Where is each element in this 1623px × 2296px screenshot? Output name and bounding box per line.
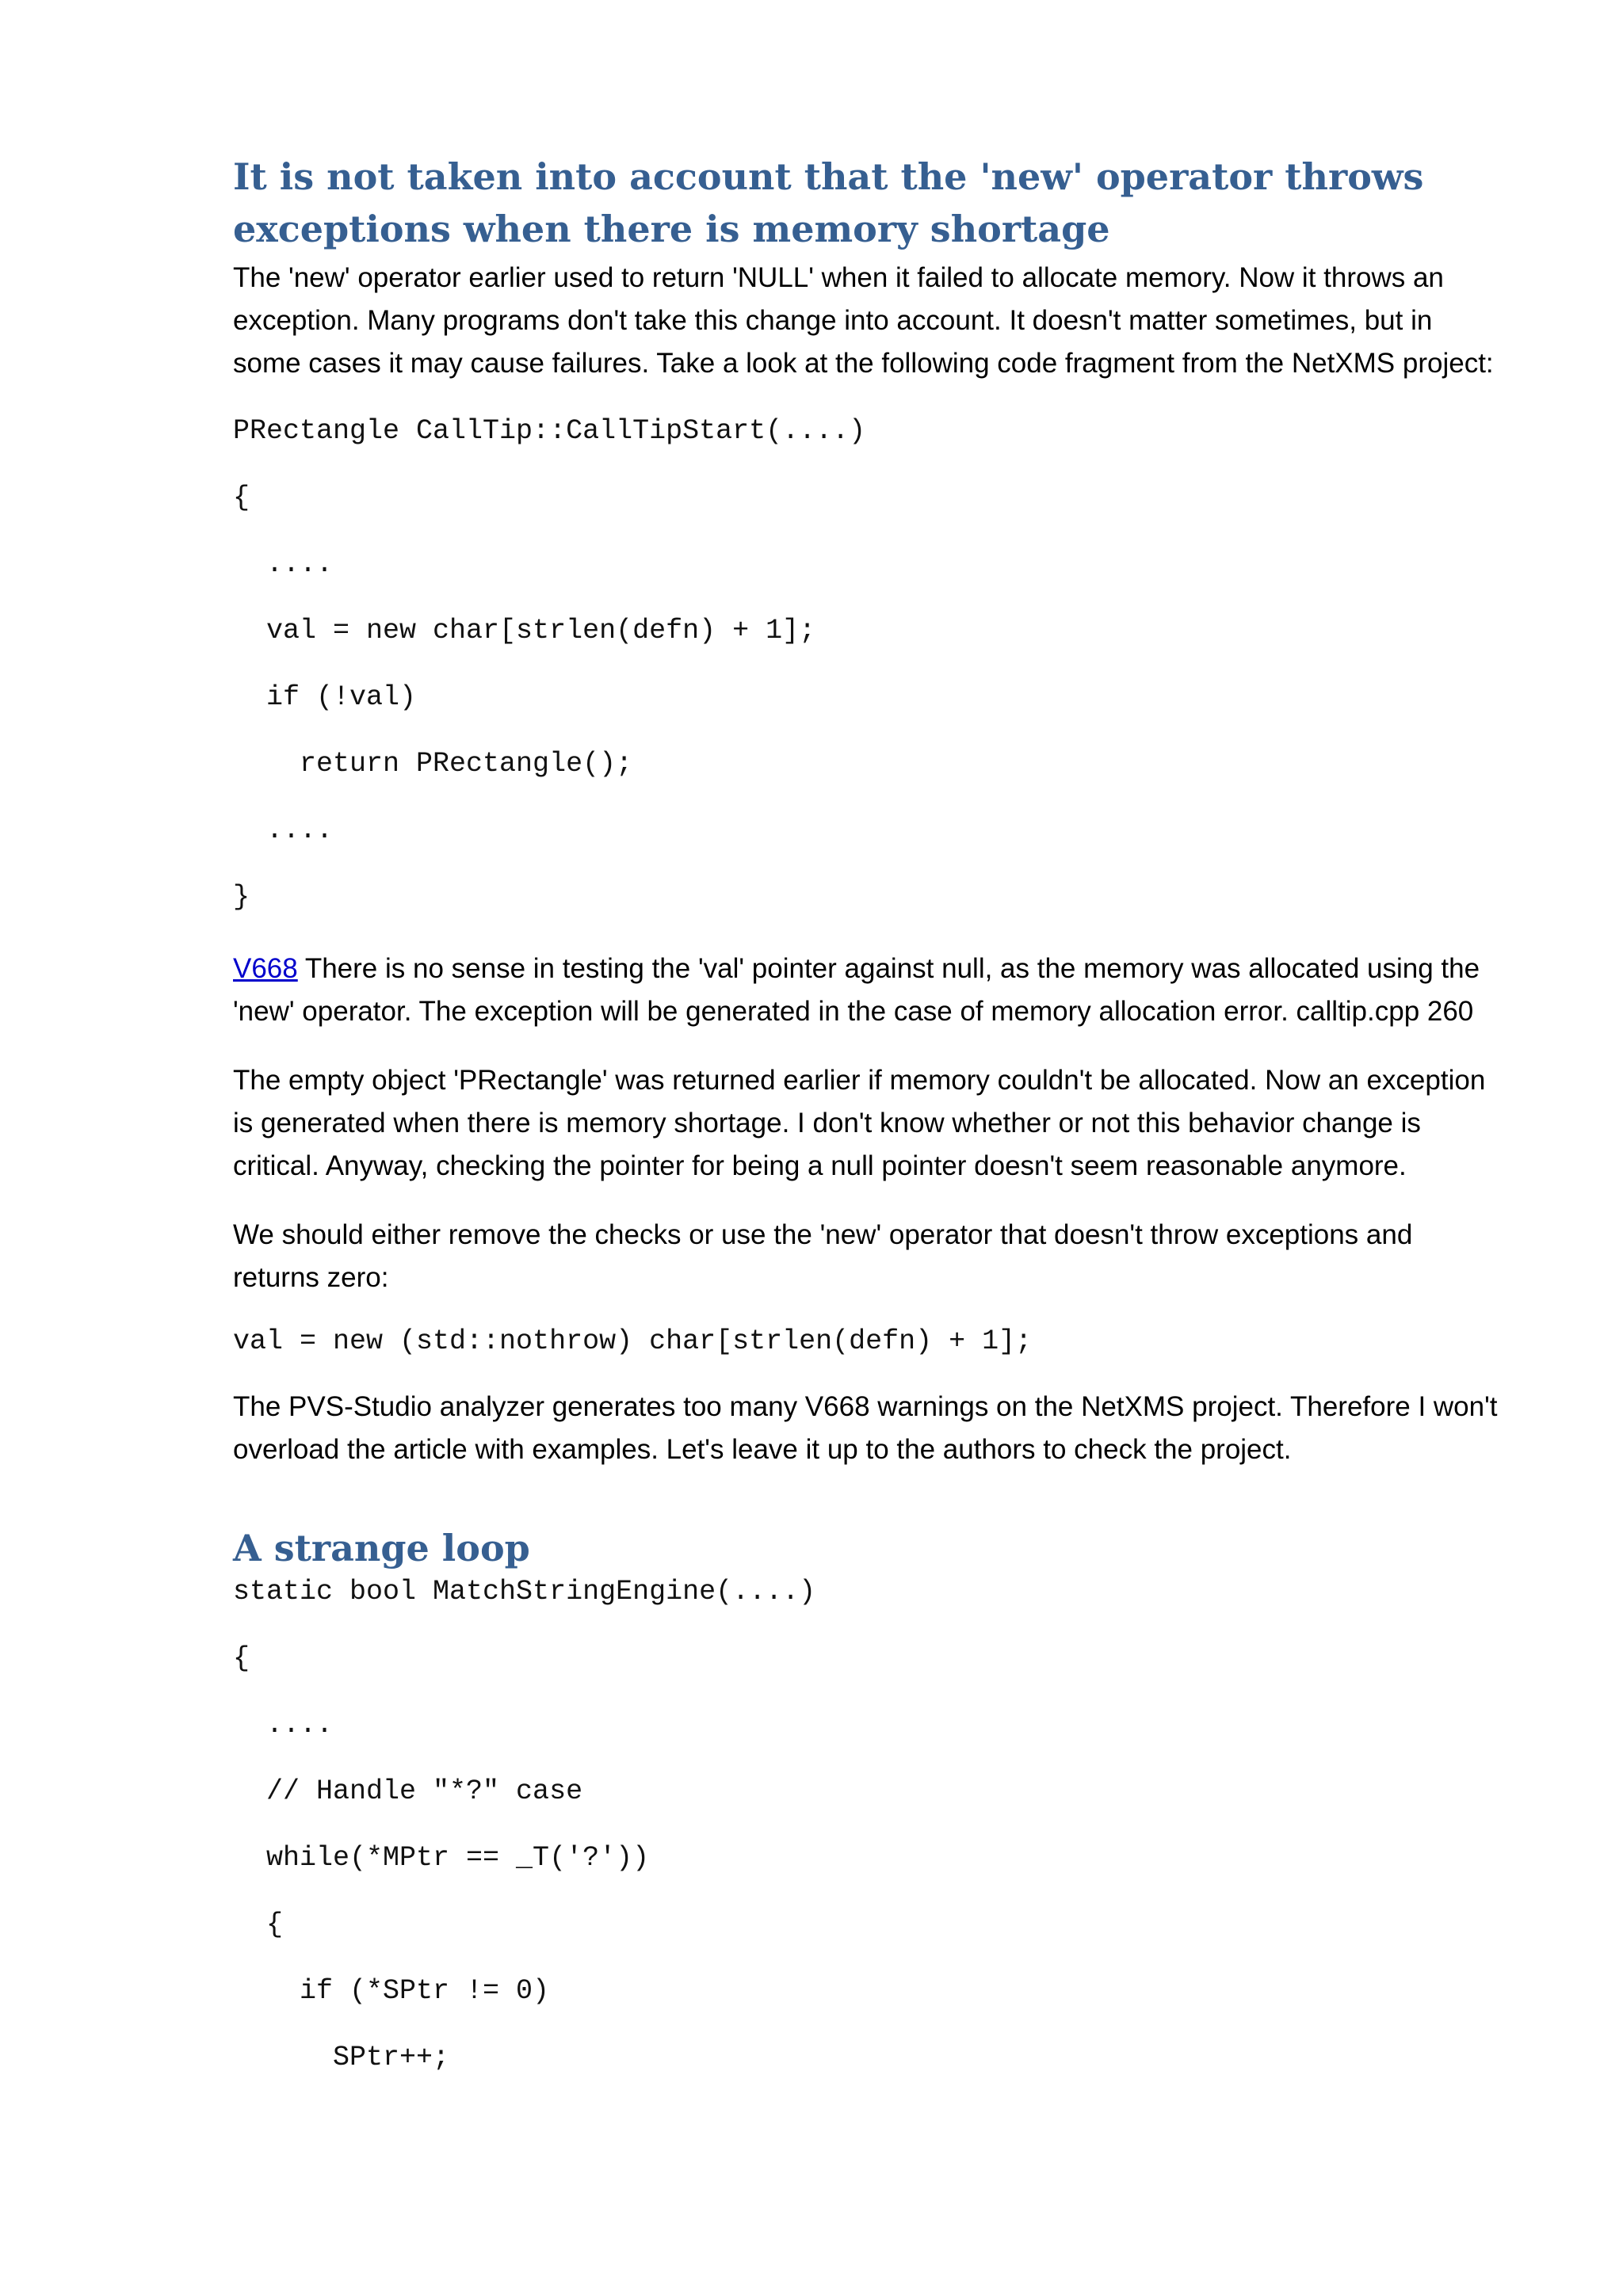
- section-heading: It is not taken into account that the 'new' operator throws exceptions when there is memory shortage: [233, 155, 1424, 250]
- section-strange-loop: [233, 1522, 1501, 2073]
- code-line: {: [233, 482, 250, 513]
- section-new-operator: [233, 151, 1501, 1471]
- code-line-nothrow: val = new (std::nothrow) char[strlen(defn) + 1];: [233, 1325, 1033, 1357]
- code-line: return PRectangle();: [233, 748, 633, 780]
- warning-text: There is no sense in testing the 'val' pointer against null, as the memory was allocated using the 'new' operator. The exception will be generated in the case of memory allocation error. calltip.cpp 260: [233, 953, 1480, 1027]
- code-line: SPtr++;: [233, 2042, 450, 2073]
- warning-paragraph: [233, 948, 1501, 1033]
- code-line: }: [233, 881, 250, 913]
- code-line: {: [233, 1642, 250, 1674]
- code-line: ....: [233, 1709, 334, 1741]
- intro-paragraph: The 'new' operator earlier used to return 'NULL' when it failed to allocate memory. Now it throws an exception. Many programs don't take this change into account. It doesn't matter sometimes, but in some cases it may cause failures. Take a look at the following code fragment from the NetXMS project:: [233, 262, 1494, 379]
- code-line: ....: [233, 548, 334, 580]
- paragraph: The empty object 'PRectangle' was returned earlier if memory couldn't be allocated. Now an exception is generated when there is memory shortage. I don't know whether or not this behavior change is critical. Anyway, checking the pointer for being a null pointer doesn't seem reasonable anymore.: [233, 1065, 1486, 1181]
- code-line: static bool MatchStringEngine(....): [233, 1576, 816, 1608]
- code-line: if (*SPtr != 0): [233, 1975, 550, 2007]
- code-block: [233, 415, 1501, 913]
- code-line: if (!val): [233, 681, 417, 713]
- code-line: PRectangle CallTip::CallTipStart(....): [233, 415, 866, 447]
- paragraph: We should either remove the checks or use the 'new' operator that doesn't throw exceptions and returns zero:: [233, 1219, 1413, 1293]
- document-page: [233, 151, 1501, 2108]
- code-line: {: [233, 1909, 284, 1940]
- code-line: val = new char[strlen(defn) + 1];: [233, 615, 816, 646]
- code-line: // Handle "*?" case: [233, 1775, 583, 1807]
- paragraph: The PVS-Studio analyzer generates too many V668 warnings on the NetXMS project. Therefore I won't overload the article with examples. Let's leave it up to the authors to check the project.: [233, 1391, 1498, 1465]
- v668-link[interactable]: V668: [233, 953, 298, 984]
- code-line: while(*MPtr == _T('?')): [233, 1842, 650, 1874]
- code-line: ....: [233, 814, 334, 846]
- section-heading: A strange loop: [233, 1527, 530, 1569]
- code-block: [233, 1576, 1501, 2073]
